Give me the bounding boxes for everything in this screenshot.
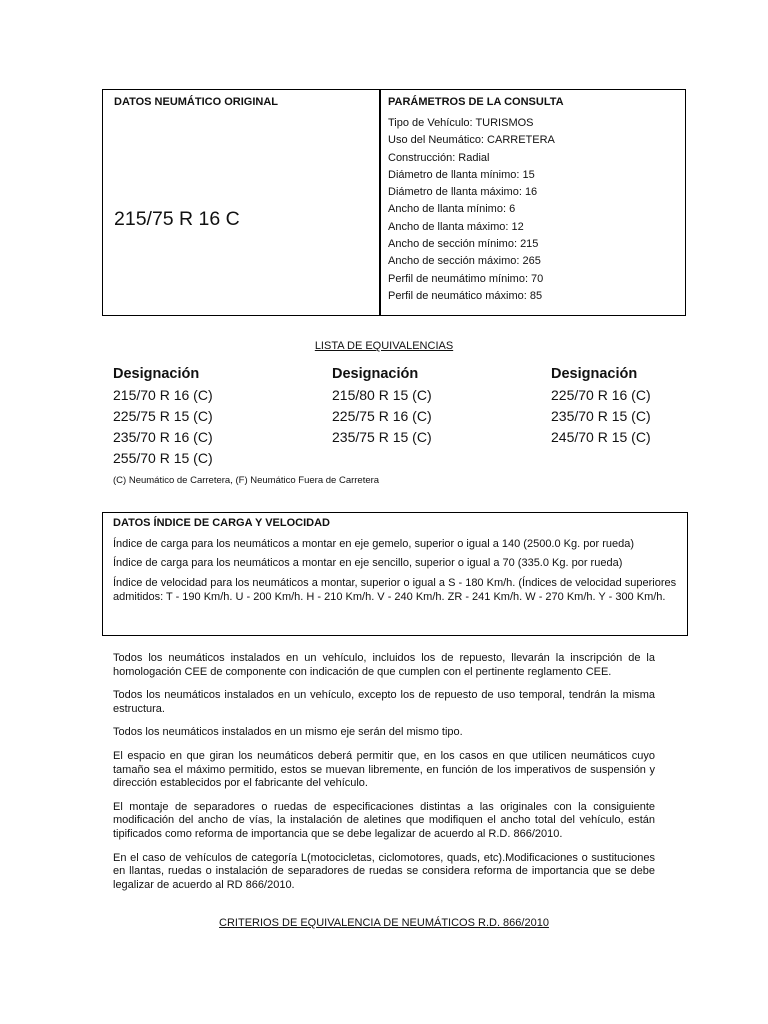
- load-speed-heading: DATOS ÍNDICE DE CARGA Y VELOCIDAD: [113, 517, 330, 529]
- original-tire-size: 215/75 R 16 C: [114, 208, 240, 230]
- regulation-paragraph: Todos los neumáticos instalados en un vehículo, incluidos los de repuesto, llevarán la inscripción de la homologación CEE de componente con indicación de que cumplen con el pertinente reglamento CEE.: [113, 652, 655, 678]
- parameter-item: Ancho de sección máximo: 265: [388, 255, 541, 268]
- footer-title: CRITERIOS DE EQUIVALENCIA DE NEUMÁTICOS R.D. 866/2010: [219, 917, 549, 929]
- parameter-item: Ancho de llanta mínimo: 6: [388, 203, 516, 216]
- equivalence-column-1: [113, 363, 213, 469]
- equivalent-tire: 215/70 R 16 (C): [113, 387, 213, 403]
- equivalent-tire: 225/75 R 15 (C): [113, 408, 213, 424]
- regulation-paragraph: Todos los neumáticos instalados en un mismo eje serán del mismo tipo.: [113, 726, 463, 739]
- equivalence-list-title: LISTA DE EQUIVALENCIAS: [314, 340, 454, 352]
- regulation-paragraph: El montaje de separadores o ruedas de especificaciones distintas a las originales con la consiguiente modificación del ancho de vías, la instalación de aletines que modifiquen el ancho total del vehículo, están tipificados como reforma de importancia que se debe legalizar de acuerdo al R.D. 866/2010.: [113, 800, 655, 840]
- equivalence-column-2: [332, 363, 432, 448]
- designation-header: Designación: [113, 366, 200, 382]
- equivalent-tire: 255/70 R 15 (C): [113, 450, 213, 466]
- regulation-paragraph: Todos los neumáticos instalados en un vehículo, excepto los de repuesto de uso temporal, tendrán la misma estructura.: [113, 689, 655, 715]
- equivalent-tire: 225/75 R 16 (C): [332, 408, 432, 424]
- equivalent-tire: 235/75 R 15 (C): [332, 429, 432, 445]
- load-speed-box: [102, 512, 688, 636]
- parameter-item: Tipo de Vehículo: TURISMOS: [388, 117, 534, 129]
- parameter-item: Construcción: Radial: [388, 151, 490, 164]
- parameter-item: Ancho de llanta máximo: 12: [388, 220, 524, 233]
- equivalent-tire: 225/70 R 16 (C): [551, 387, 651, 403]
- designation-header: Designación: [551, 366, 638, 382]
- designation-header: Designación: [332, 366, 419, 382]
- equivalent-tire: 235/70 R 15 (C): [551, 408, 651, 424]
- equivalence-legend: (C) Neumático de Carretera, (F) Neumático Fuera de Carretera: [113, 475, 380, 486]
- parameter-item: Perfil de neumático máximo: 85: [388, 289, 543, 302]
- equivalent-tire: 215/80 R 15 (C): [332, 387, 432, 403]
- original-tire-heading: DATOS NEUMÁTICO ORIGINAL: [114, 96, 278, 108]
- speed-index: Índice de velocidad para los neumáticos a montar, superior o igual a S - 180 Km/h. (Índices de velocidad superiores admitidos: T - 190 Km/h. U - 200 Km/h. H - 210 Km/h. V - 240 Km/h. ZR - 241 Km/h. W - 270 Km/h. Y - 300 Km/h.: [113, 577, 677, 603]
- equivalent-tire: 245/70 R 15 (C): [551, 429, 651, 445]
- column-divider: [379, 90, 381, 315]
- parameter-item: Diámetro de llanta mínimo: 15: [388, 168, 535, 181]
- query-parameters-list: [388, 115, 555, 305]
- single-axle-load-index: Índice de carga para los neumáticos a montar en eje sencillo, superior o igual a 70 (335.0 Kg. por rueda): [113, 557, 623, 569]
- equivalent-tire: 235/70 R 16 (C): [113, 429, 213, 445]
- query-parameters-heading: PARÁMETROS DE LA CONSULTA: [388, 96, 564, 108]
- parameter-item: Uso del Neumático: CARRETERA: [388, 134, 555, 147]
- parameter-item: Perfil de neumátimo mínimo: 70: [388, 272, 544, 285]
- parameter-item: Ancho de sección mínimo: 215: [388, 238, 539, 251]
- tire-query-box: [102, 89, 686, 316]
- regulation-paragraph: El espacio en que giran los neumáticos deberá permitir que, en los casos en que utilicen neumáticos cuyo tamaño sea el máximo permitido, estos se muevan libremente, en función de los imperativos de suspensión y dirección establecidos por el fabricante del vehículo.: [113, 749, 655, 790]
- twin-axle-load-index: Índice de carga para los neumáticos a montar en eje gemelo, superior o igual a 140 (2500.0 Kg. por rueda): [113, 538, 634, 550]
- regulation-paragraph: En el caso de vehículos de categoría L(motocicletas, ciclomotores, quads, etc).Modificaciones o sustituciones en llantas, ruedas o instalación de separadores de ruedas se considera reforma de importancia que se debe legalizar de acuerdo al RD 866/2010.: [113, 851, 655, 891]
- regulation-paragraphs: [113, 652, 655, 902]
- parameter-item: Diámetro de llanta máximo: 16: [388, 186, 538, 199]
- equivalence-column-3: [551, 363, 651, 448]
